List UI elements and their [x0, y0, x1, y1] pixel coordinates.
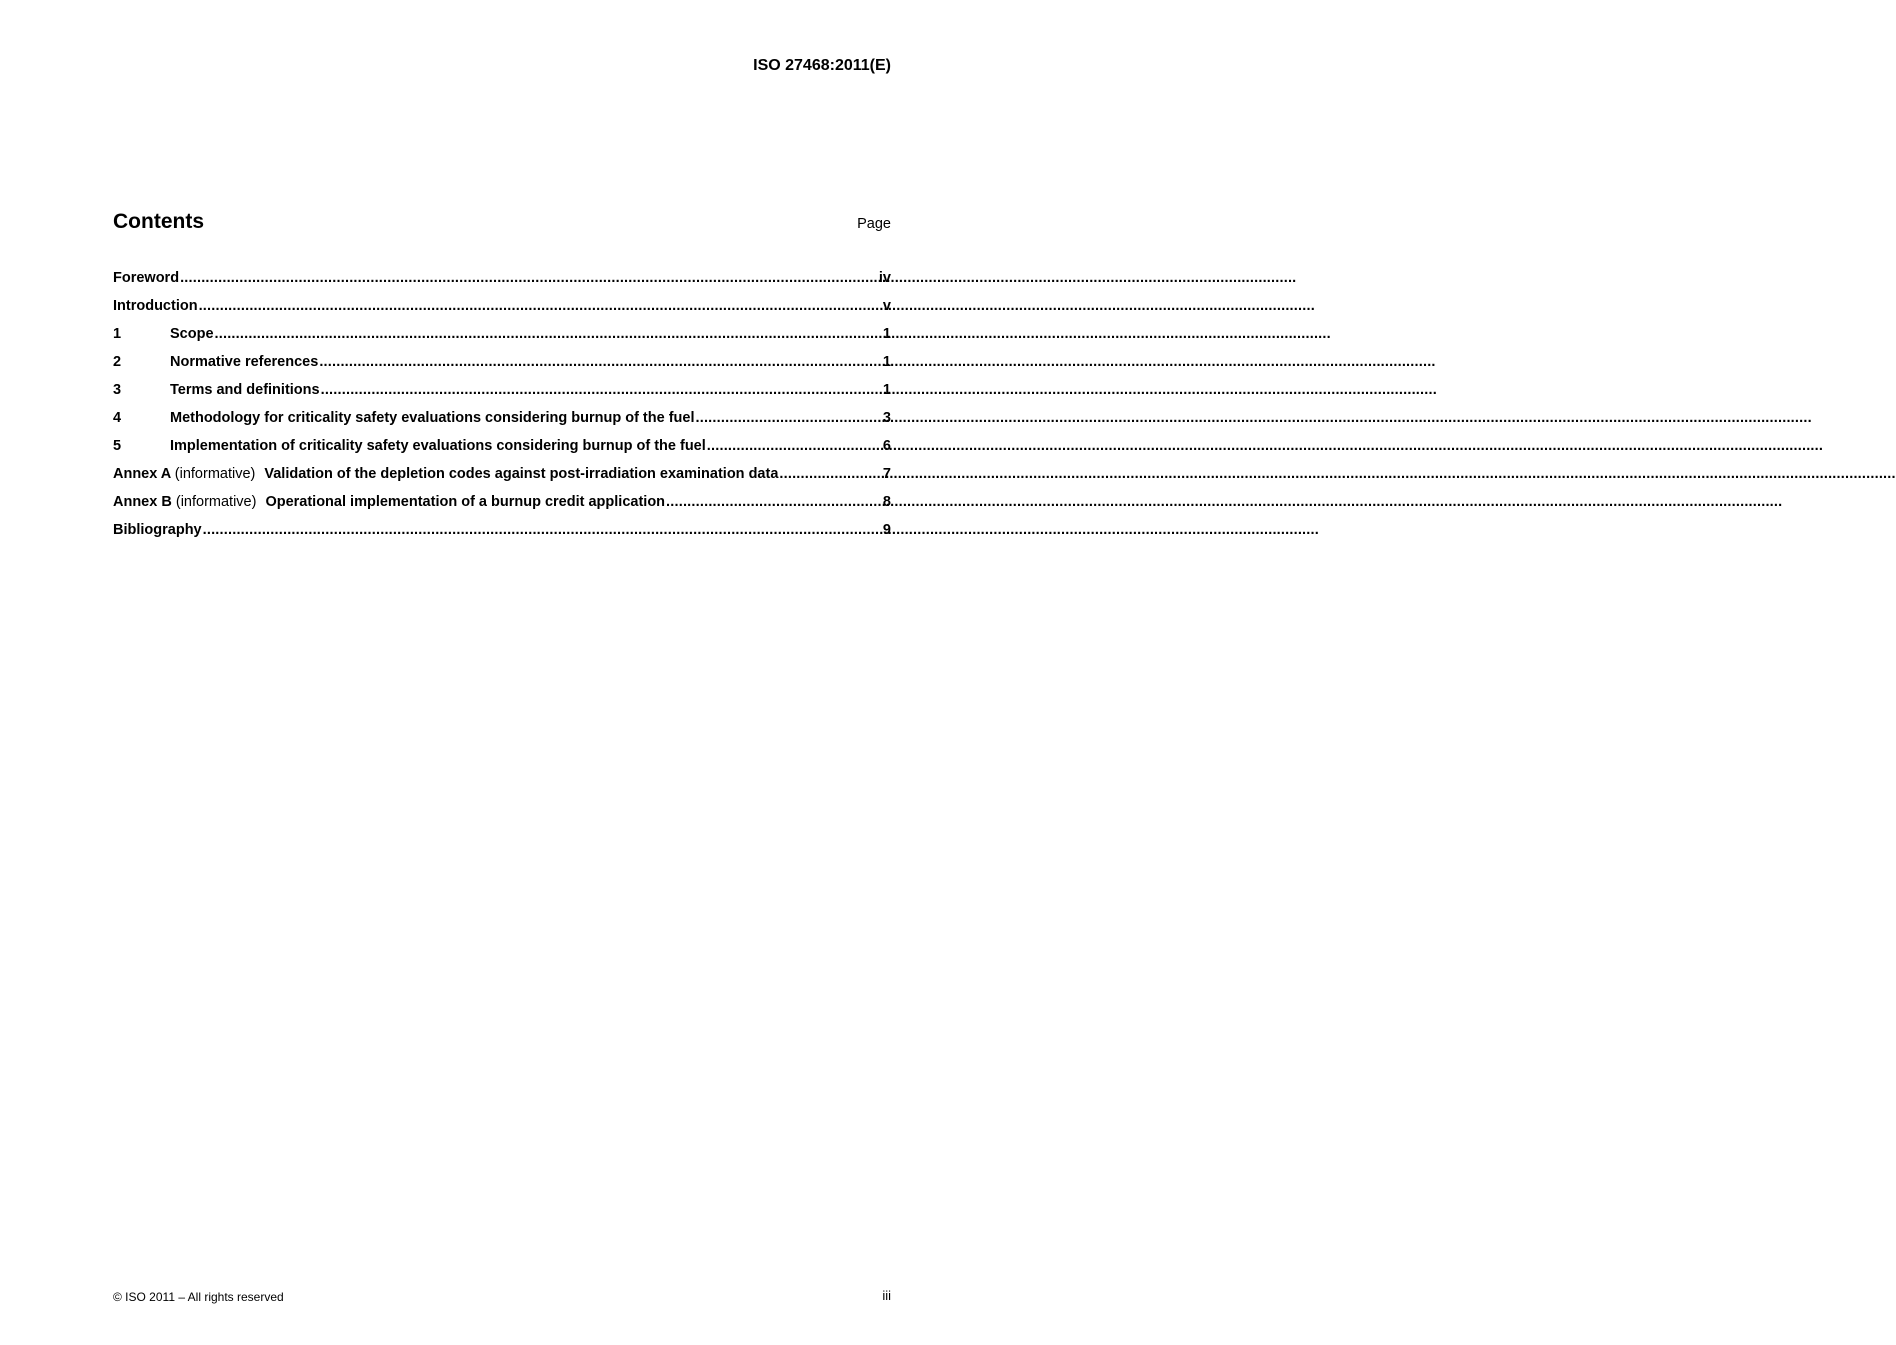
toc-entry-page: 1 [882, 354, 891, 370]
annex-type: (informative) [175, 494, 257, 510]
annex-type: (informative) [174, 466, 256, 482]
toc-dot-leader [203, 516, 882, 544]
toc-entry-bibliography[interactable] [113, 516, 891, 544]
toc-entry-title: Foreword [113, 270, 180, 286]
toc-entry-page: 1 [882, 382, 891, 398]
toc-dot-leader [666, 488, 882, 516]
toc-entry-title: Validation of the depletion codes against post-irradiation examination data [264, 466, 779, 482]
footer-page-number: iii [882, 1288, 891, 1303]
toc-dot-leader [319, 348, 882, 376]
toc-entry-terms-and-definitions[interactable] [113, 376, 891, 404]
annex-label-group [113, 488, 265, 516]
toc-entry-number: 1 [113, 326, 122, 342]
page-column-label: Page [857, 216, 891, 232]
toc-entry-normative-references[interactable] [113, 348, 891, 376]
toc-entry-number: 3 [113, 382, 122, 398]
toc-entry-page: 3 [882, 410, 891, 426]
toc-dot-leader [779, 460, 882, 488]
toc-dot-leader [707, 432, 882, 460]
annex-label: Annex A [113, 466, 171, 482]
toc-entry-page: v [882, 298, 891, 314]
toc-entry-title: Terms and definitions [170, 382, 320, 398]
toc-entry-title: Scope [170, 326, 214, 342]
annex-label-group [113, 460, 264, 488]
toc-entry-number: 4 [113, 410, 122, 426]
toc-entry-number: 5 [113, 438, 122, 454]
toc-dot-leader [695, 404, 881, 432]
toc-entry-page: 7 [882, 466, 891, 482]
toc-entry-title: Operational implementation of a burnup credit application [265, 494, 666, 510]
contents-heading: Contents [113, 210, 204, 233]
toc-entry-methodology[interactable] [113, 404, 891, 432]
toc-entry-title: Methodology for criticality safety evaluations considering burnup of the fuel [170, 410, 695, 426]
document-id: ISO 27468:2011(E) [753, 57, 891, 74]
toc-entry-scope[interactable] [113, 320, 891, 348]
toc-dot-leader [180, 264, 878, 292]
toc-entry-page: 1 [882, 326, 891, 342]
toc-entry-page: iv [878, 270, 891, 286]
toc-entry-title: Normative references [170, 354, 319, 370]
toc-dot-leader [215, 320, 882, 348]
table-of-contents [113, 264, 891, 544]
toc-entry-title: Introduction [113, 298, 198, 314]
toc-entry-title: Implementation of criticality safety evaluations considering burnup of the fuel [170, 438, 706, 454]
toc-entry-introduction[interactable] [113, 292, 891, 320]
toc-entry-implementation[interactable] [113, 432, 891, 460]
toc-entry-page: 9 [882, 522, 891, 538]
toc-entry-annex-a[interactable] [113, 460, 891, 488]
toc-entry-page: 8 [882, 494, 891, 510]
toc-entry-number: 2 [113, 354, 122, 370]
toc-entry-foreword[interactable] [113, 264, 891, 292]
toc-entry-title: Bibliography [113, 522, 202, 538]
annex-label: Annex B [113, 494, 172, 510]
toc-entry-page: 6 [882, 438, 891, 454]
toc-dot-leader [321, 376, 882, 404]
footer-copyright: © ISO 2011 – All rights reserved [113, 1290, 284, 1304]
toc-entry-annex-b[interactable] [113, 488, 891, 516]
toc-dot-leader [199, 292, 882, 320]
